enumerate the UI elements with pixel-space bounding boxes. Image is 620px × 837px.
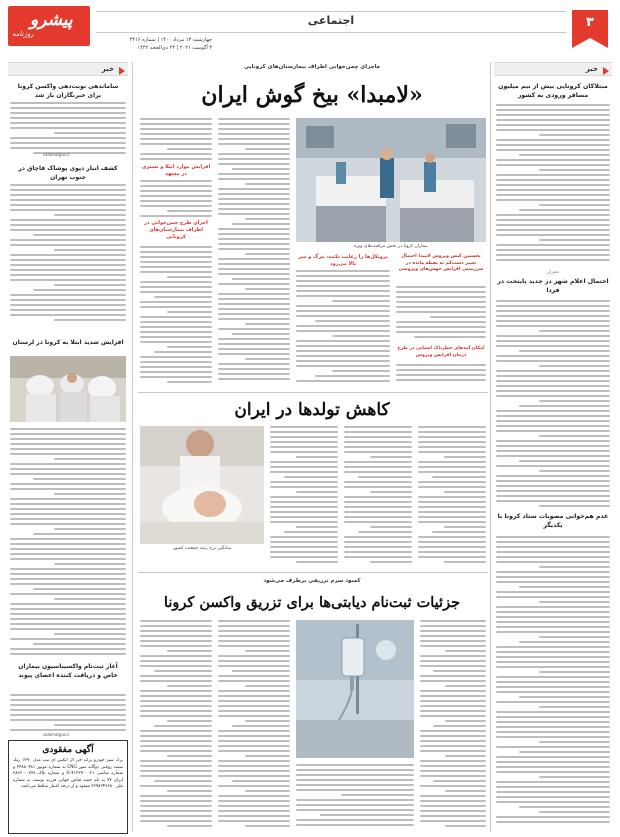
birth-col1 bbox=[270, 426, 338, 566]
lambda-quote-2: اجرای طرح چمن‌خوابی در اطراف بیمارستان‌های کرونایی bbox=[144, 220, 208, 240]
lambda-col1-top bbox=[140, 118, 212, 162]
lambda-quote-5: امکان آمد‌های خطرناک استانی در طرح درمان افزایش ویروس bbox=[397, 346, 485, 358]
vaccine-photo bbox=[296, 620, 414, 758]
right-news3-body bbox=[496, 536, 610, 828]
lambda-photo-caption: بیماران کرونا در بخش مراقبت‌های ویژه bbox=[354, 244, 428, 249]
icu-ward-photo bbox=[296, 118, 486, 242]
birth-col3 bbox=[418, 426, 486, 566]
header-rule-top bbox=[96, 11, 566, 12]
lambda-quote-3: پروتکل‌ها را رعایت نکنید، مرگ و میر بالا می‌رود bbox=[298, 254, 388, 267]
left-news1-title: ساماندهی نوبت‌دهی واکسن کرونا برای خبرنگاران باز شد bbox=[17, 83, 119, 99]
left-news4-body bbox=[10, 694, 126, 734]
lost-notice-body: برگ سبز خودرو پراید جی ال ایکس آی تیپ مدل ۱۳۹۰ رنگ سفید روغنی دوگانه سوز CNG به شماره موتور ۴۴۸۸۰۴۸۱ و شماره شاسی S۱۴۱۲۲۹۰۰۰۲۱ و شماره پلاک ۷۷۷ - ۲۸۶۶ ایران ۷۷ به نام حمید قیاض جهانی فرزند یوسف به شماره ملی ۲۳۹۸۲۴۷۶۸۰ مفقود و از درجه اعتبار ساقط می‌باشد. bbox=[13, 758, 123, 790]
page-number-badge bbox=[568, 8, 612, 52]
left-news3-body bbox=[10, 428, 126, 658]
bar-label: خبر bbox=[101, 65, 114, 73]
bar-arrow-icon bbox=[119, 67, 125, 75]
left-news3-photo bbox=[10, 356, 126, 422]
date-line-2: ۴ آگوست ۲۰۲۱ | ۲۴ ذی‌الحجه ۱۴۴۲ bbox=[137, 45, 212, 51]
lambda-photo bbox=[296, 118, 486, 242]
left-news4-link[interactable]: salamatgov.ir bbox=[42, 732, 70, 737]
vaccine-headline: جزئیات ثبت‌نام دیابتی‌ها برای تزریق واکسن کرونا bbox=[163, 594, 461, 611]
birth-photo bbox=[140, 426, 264, 544]
right-news2-title: احتمال اعلام شهر در جدید پایتخت در فردا bbox=[497, 278, 609, 294]
right-news2-kicker: عمران bbox=[546, 270, 560, 275]
header-rule-bottom bbox=[96, 32, 566, 33]
date-line-1: چهارشنبه ۱۳ مرداد ۱۴۰۰ | شماره ۴۴۱۶ bbox=[129, 37, 212, 43]
vaccine-kicker: کمبود سرم تزریقی برطرف می‌شود bbox=[263, 578, 361, 584]
iv-drip-photo bbox=[296, 620, 414, 758]
page-header bbox=[0, 0, 620, 60]
lost-notice-title: آگهی مفقودی bbox=[42, 745, 94, 755]
logo-sub: روزنامه bbox=[12, 30, 34, 38]
lambda-col4-bottom bbox=[396, 364, 486, 386]
birth-col2 bbox=[344, 426, 412, 566]
birth-headline: کاهش تولدها در ایران bbox=[234, 400, 390, 420]
lambda-quote-1: افزایش موارد ابتلا و بستری در مشهد bbox=[141, 164, 211, 177]
right-news-bar bbox=[494, 62, 612, 76]
left-news3-title: افزایش شدید ابتلا به کرونا در لرستان bbox=[12, 339, 124, 346]
right-news2-body bbox=[496, 300, 610, 508]
section-title: اجتماعی bbox=[307, 14, 355, 27]
left-news2-title: کشف انبار دپوی پوشاک قاچاق در جنوب تهران bbox=[18, 165, 118, 181]
bar-label: خبر bbox=[585, 65, 598, 73]
lambda-headline: «لامبدا» بیخ گوش ایران bbox=[201, 82, 423, 108]
medical-staff-photo bbox=[10, 356, 126, 422]
lambda-col3 bbox=[296, 270, 390, 386]
left-news4-title: آغاز ثبت‌نام واکسیناسیون بیماران خاص و دریافت کننده اعضای پیوند bbox=[18, 663, 118, 679]
vaccine-col1 bbox=[140, 620, 212, 830]
lost-notice-box bbox=[8, 740, 128, 834]
left-column-divider bbox=[132, 62, 133, 832]
right-news1-title: مبتلاکان کرونایی بیش از نیم میلیون مسافر ورودی به کشور bbox=[498, 83, 608, 99]
right-news3-title: عدم هم‌خوانی مصوبات ستاد کرونا با یکدیگر bbox=[497, 513, 609, 529]
left-news1-body bbox=[10, 102, 126, 158]
newspaper-logo bbox=[8, 6, 90, 46]
lambda-kicker: ماجرای چمن‌خوابی اطراف بیمارستان‌های کرونایی bbox=[243, 64, 381, 70]
lambda-bottom-rule bbox=[138, 392, 488, 393]
right-news1-body bbox=[496, 104, 610, 266]
vaccine-col3-bottom bbox=[296, 764, 414, 830]
right-column-divider bbox=[490, 62, 491, 832]
left-news2-body bbox=[10, 184, 126, 324]
page-number: ۳ bbox=[586, 15, 594, 30]
lambda-col4 bbox=[396, 286, 486, 342]
newborn-photo bbox=[140, 426, 264, 544]
birth-photo-caption: میانگین نرخ رشد جمعیت کشور bbox=[172, 546, 232, 551]
vaccine-col4 bbox=[420, 620, 486, 830]
birth-bottom-rule bbox=[138, 572, 488, 573]
logo-text: پیشرو bbox=[30, 10, 73, 30]
vaccine-col2 bbox=[218, 620, 290, 830]
lambda-col1-mid bbox=[140, 180, 212, 218]
lambda-col2 bbox=[218, 118, 290, 386]
lambda-col1-bottom bbox=[140, 246, 212, 386]
left-news1-link[interactable]: salamatgov.ir bbox=[42, 152, 70, 157]
lambda-quote-4: نخستین کیس ویروس لامبدا احتمال تغییر دست‌کم نه نقطه مانده در سرزمینی افزایش جهش‌های ویروسی bbox=[398, 254, 484, 272]
date-block bbox=[92, 36, 212, 52]
bar-arrow-icon bbox=[603, 67, 609, 75]
left-news-bar bbox=[8, 62, 128, 76]
